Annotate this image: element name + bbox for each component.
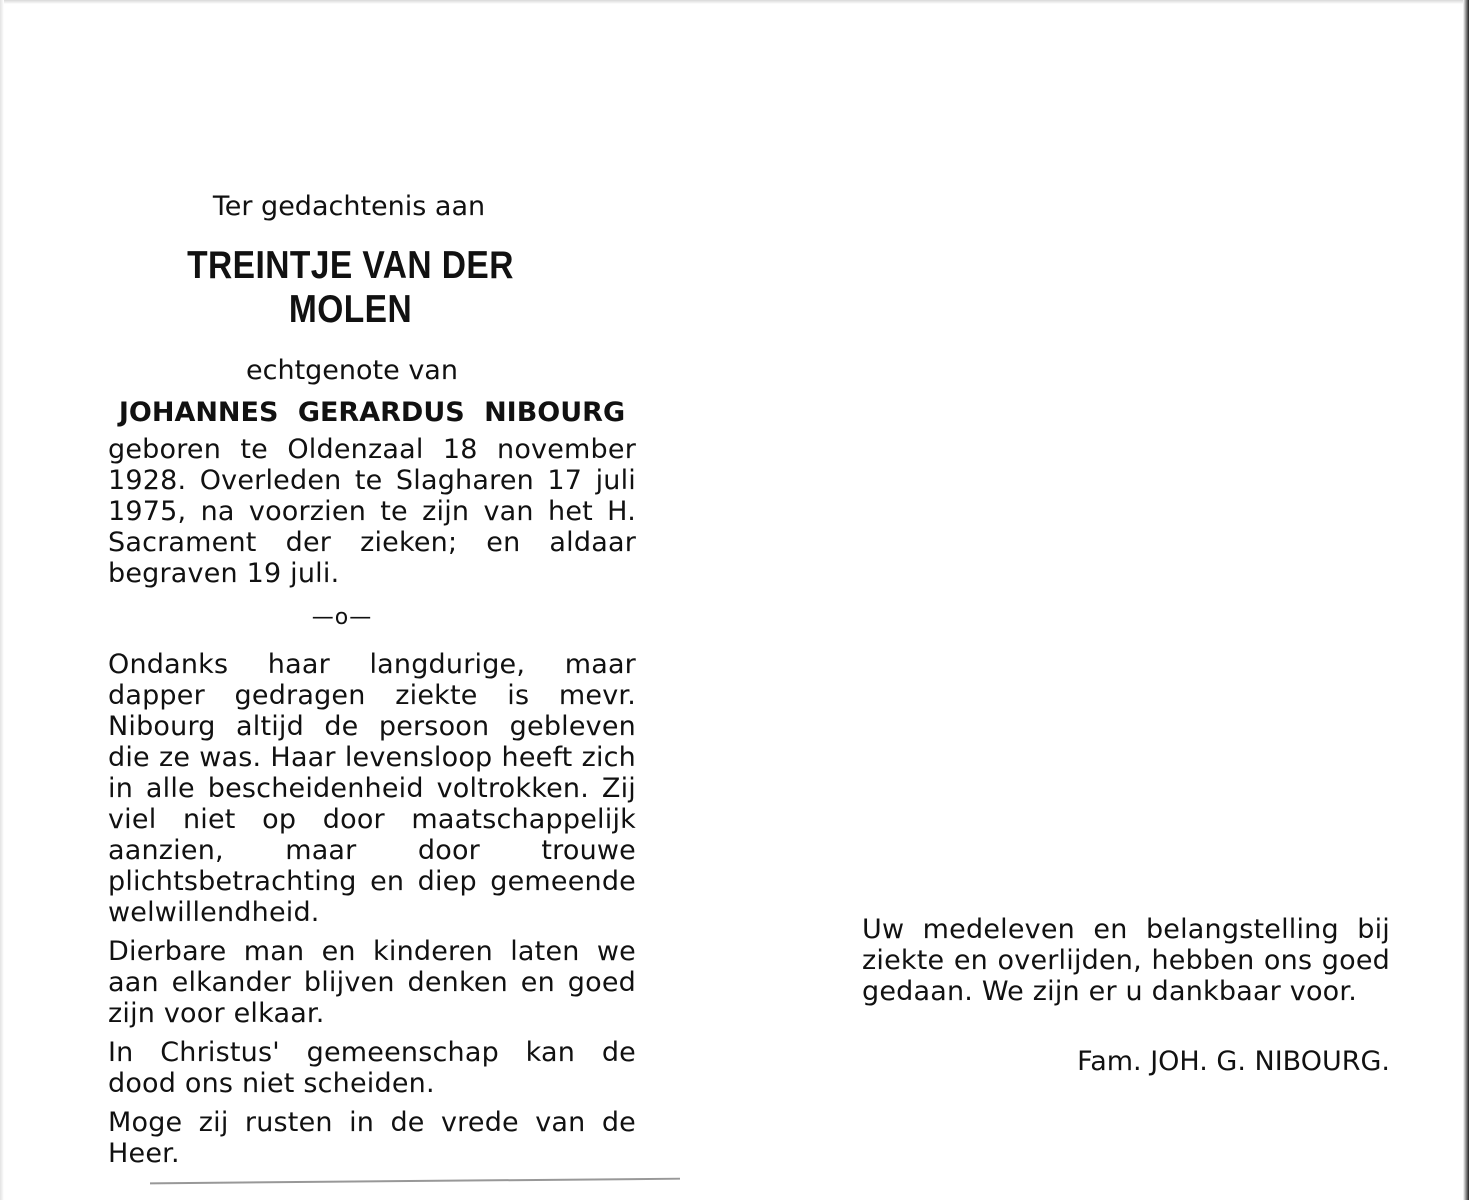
prayer-paragraph: Moge zij rusten in de vrede van de Heer. [108, 1107, 636, 1169]
card-left-edge [0, 0, 4, 1200]
thanks-text: Uw medeleven en belangstelling bij ziekte en overlijden, hebben ons goed gedaan. We zijn er u dankbaar voor. [862, 914, 1390, 1007]
spouse-name: JOHANNES GERARDUS NIBOURG [118, 397, 626, 428]
family-paragraph: Dierbare man en kinderen laten we aan elkander blijven denken en goed zijn voor elkaar. [108, 936, 636, 1029]
deceased-name: TREINTJE VAN DER MOLEN [187, 244, 514, 331]
fold-line [150, 1178, 680, 1185]
right-panel [862, 914, 1390, 1106]
card-right-edge [1463, 0, 1469, 1200]
biography: geboren te Oldenzaal 18 november 1928. Overleden te Slagharen 17 juli 1975, na voorzien te zijn van het H. Sacrament der zieken; en aldaar begraven 19 juli. [108, 434, 636, 589]
family-signature: Fam. JOH. G. NIBOURG. [1077, 1046, 1390, 1077]
left-panel [108, 190, 636, 1169]
section-divider: —o— [311, 605, 373, 630]
tribute-paragraph: Ondanks haar langdurige, maar dapper gedragen ziekte is mevr. Nibourg altijd de persoon gebleven die ze was. Haar levensloop heeft zich in alle bescheidenheid voltrokken. Zij viel niet op door maatschappelijk aanzien, maar door trouwe plichtsbetrachting en diep gemeende welwillendheid. [108, 649, 636, 928]
faith-paragraph: In Christus' gemeenschap kan de dood ons niet scheiden. [108, 1037, 636, 1099]
spouse-label: echtgenote van [246, 355, 458, 386]
card-top-edge [0, 0, 1469, 4]
intro-text: Ter gedachtenis aan [212, 191, 486, 222]
